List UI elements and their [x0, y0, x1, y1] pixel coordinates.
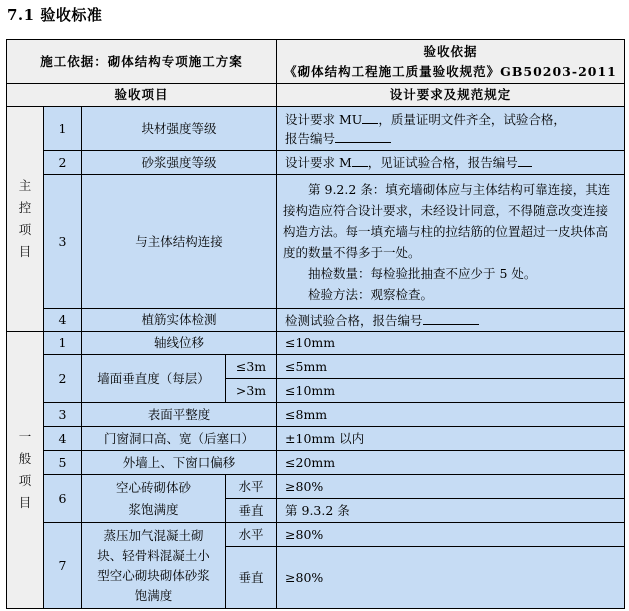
table-row — [7, 107, 625, 151]
row-number: 2 — [44, 151, 82, 175]
header-basis-row — [7, 40, 625, 84]
table-row — [7, 475, 625, 499]
requirement: 设计要求 MU ，质量证明文件齐全，试验合格， 报告编号 — [277, 107, 625, 151]
header-columns-row — [7, 84, 625, 107]
condition: 垂直 — [226, 547, 277, 609]
requirement — [277, 175, 625, 309]
general-group-label: 一 般 项 目 — [7, 332, 44, 609]
row-number: 7 — [44, 523, 82, 609]
section-title: 7.1 验收标准 — [7, 6, 103, 24]
item-name: 空心砖砌体砂 浆饱满度 — [82, 475, 226, 523]
item-name: 门窗洞口高、宽（后塞口） — [82, 427, 277, 451]
table-row — [7, 355, 625, 379]
row-number: 1 — [44, 107, 82, 151]
item-name: 墙面垂直度（每层） — [82, 355, 226, 403]
condition: 垂直 — [226, 499, 277, 523]
row-number: 4 — [44, 309, 82, 332]
row-number: 6 — [44, 475, 82, 523]
row-number: 4 — [44, 427, 82, 451]
requirement: 第 9.3.2 条 — [277, 499, 625, 523]
requirement: ≤5mm — [277, 355, 625, 379]
acceptance-basis — [277, 40, 625, 84]
acceptance-standard-table — [6, 39, 625, 609]
row-number: 1 — [44, 332, 82, 355]
requirement: ≥80% — [277, 475, 625, 499]
construction-basis: 施工依据：砌体结构专项施工方案 — [7, 40, 277, 84]
item-name: 与主体结构连接 — [82, 175, 277, 309]
item-name: 植筋实体检测 — [82, 309, 277, 332]
requirement: 检测试验合格，报告编号 — [277, 309, 625, 332]
requirement: 设计要求 M ，见证试验合格，报告编号 — [277, 151, 625, 175]
table-row — [7, 151, 625, 175]
col-header-item: 验收项目 — [7, 84, 277, 107]
requirement: ≤10mm — [277, 379, 625, 403]
item-name: 表面平整度 — [82, 403, 277, 427]
item-name: 砂浆强度等级 — [82, 151, 277, 175]
row-number: 3 — [44, 403, 82, 427]
item-name: 蒸压加气混凝土砌 块、轻骨料混凝土小 型空心砌块砌体砂浆 饱满度 — [82, 523, 226, 609]
item-name: 轴线位移 — [82, 332, 277, 355]
table-row — [7, 175, 625, 309]
item-name: 外墙上、下窗口偏移 — [82, 451, 277, 475]
row-number: 5 — [44, 451, 82, 475]
item-name: 块材强度等级 — [82, 107, 277, 151]
inspection-method: 检验方法：观察检查。 — [308, 286, 434, 302]
requirement: ≤10mm — [277, 332, 625, 355]
acceptance-basis-label: 验收依据 — [423, 43, 478, 59]
col-header-requirement: 设计要求及规范规定 — [277, 84, 625, 107]
requirement: ≤20mm — [277, 451, 625, 475]
main-control-group-label: 主 控 项 目 — [7, 107, 44, 332]
sampling-quantity: 抽检数量：每检验批抽查不应少于 5 处。 — [308, 265, 537, 281]
table-row — [7, 523, 625, 547]
requirement: ≥80% — [277, 523, 625, 547]
table-row — [7, 427, 625, 451]
table-row — [7, 403, 625, 427]
condition: 水平 — [226, 523, 277, 547]
requirement: ±10mm 以内 — [277, 427, 625, 451]
condition: 水平 — [226, 475, 277, 499]
requirement-clause: 第 9.2.2 条：填充墙砌体应与主体结构可靠连接，其连接构造应符合设计要求，未经设计同意，不得随意改变连接构造方法。每一填充墙与柱的拉结筋的位置超过一皮块体高度的数量不得多于一处。 — [283, 181, 611, 260]
table-row — [7, 332, 625, 355]
requirement: ≥80% — [277, 547, 625, 609]
row-number: 2 — [44, 355, 82, 403]
acceptance-basis-standard: 《砌体结构工程施工质量验收规范》GB50203-2011 — [284, 63, 617, 79]
row-number: 3 — [44, 175, 82, 309]
table-row — [7, 451, 625, 475]
condition: >3m — [226, 379, 277, 403]
condition: ≤3m — [226, 355, 277, 379]
table-row — [7, 309, 625, 332]
requirement: ≤8mm — [277, 403, 625, 427]
